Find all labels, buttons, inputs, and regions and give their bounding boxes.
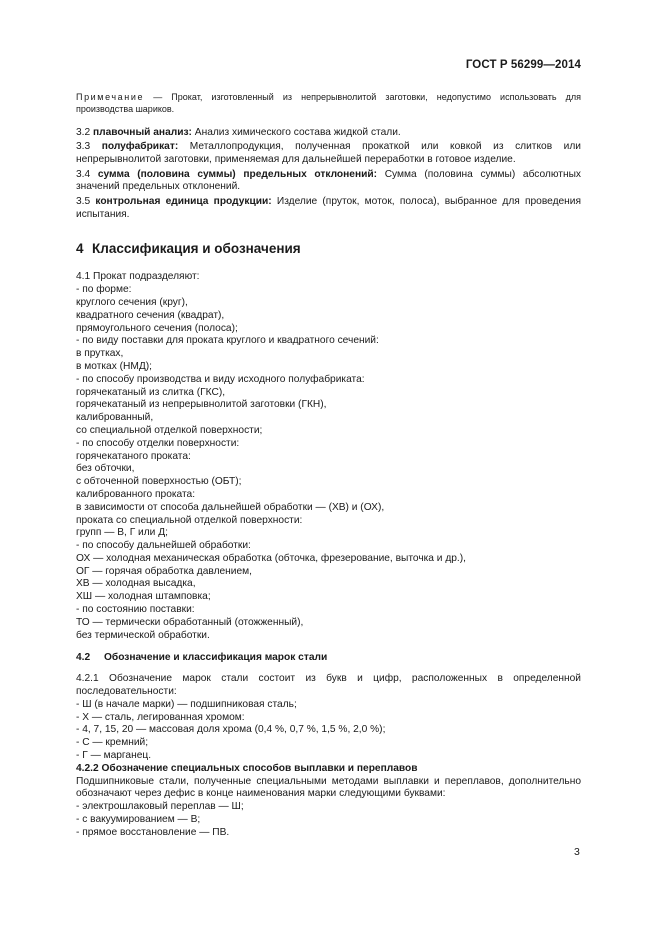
clause-4-2-2-item: - прямое восстановление — ПВ. <box>76 826 230 838</box>
clause-4-2-1-list <box>76 699 581 763</box>
clause-4-1-line: ХВ — холодная высадка, <box>76 578 196 590</box>
definition-number: 3.4 <box>76 168 98 180</box>
section-4-title: Классификация и обозначения <box>92 241 301 257</box>
definitions-list <box>76 127 581 221</box>
clause-4-1-line: с обточенной поверхностью (ОБТ); <box>76 476 242 488</box>
document-body <box>76 92 581 840</box>
clause-4-1-line: ОХ — холодная механическая обработка (обточка, фрезерование, выточка и др.), <box>76 552 466 564</box>
note-paragraph <box>76 92 581 115</box>
clause-4-1-line: со специальной отделкой поверхности; <box>76 424 263 436</box>
definition-3-2 <box>76 127 581 140</box>
clause-4-1-intro: 4.1 Прокат подразделяют: <box>76 271 200 283</box>
clause-4-1-line: ТО — термически обработанный (отожженный), <box>76 616 304 628</box>
clause-4-1-line: ОГ — горячая обработка давлением, <box>76 565 253 577</box>
clause-4-1-line: горячекатаного проката: <box>76 450 191 462</box>
clause-4-1-line: калиброванного проката: <box>76 488 196 500</box>
clause-4-2-1-item: - С — кремний; <box>76 737 149 749</box>
clause-4-1 <box>76 271 581 642</box>
clause-4-1-line: прямоугольного сечения (полоса); <box>76 322 238 334</box>
definition-term: полуфабрикат: <box>101 141 179 153</box>
definition-3-3 <box>76 141 581 167</box>
clause-4-2-2-text: Подшипниковые стали, полученные специальными методами выплавки и переплавов, дополнительно обозначают через дефис в конце наименования марки следующими буквами: <box>76 775 581 800</box>
clause-4-2-1-item: - Ш (в начале марки) — подшипниковая сталь; <box>76 698 297 710</box>
document-header: ГОСТ Р 56299—2014 <box>465 59 581 71</box>
definition-text: Изделие (пруток, моток, полоса), выбранное для проведения испытания. <box>76 195 582 220</box>
note-text: — Прокат, изготовленный из непрерывнолитой заготовки, недопустимо использовать для производства шариков. <box>76 92 581 114</box>
clause-4-1-line: - по способу отделки поверхности: <box>76 437 240 449</box>
clause-4-1-line: - по форме: <box>76 284 132 296</box>
clause-4-1-line: без термической обработки. <box>76 629 210 641</box>
note-label: Примечание <box>76 92 145 102</box>
clause-4-2-1-item: - 4, 7, 15, 20 — массовая доля хрома (0,4 %, 0,7 %, 1,5 %, 2,0 %); <box>76 724 386 736</box>
clause-4-1-line: проката со специальной отделкой поверхности: <box>76 514 303 526</box>
clause-4-1-line: круглого сечения (круг), <box>76 296 188 308</box>
clause-4-2-2-list <box>76 801 581 839</box>
clause-4-1-line: горячекатаный из непрерывнолитой заготовки (ГКН), <box>76 399 327 411</box>
clause-4-2-2-item: - электрошлаковый переплав — Ш; <box>76 801 244 813</box>
section-4-number: 4 <box>76 241 84 257</box>
clause-4-2-number: 4.2 <box>76 652 91 664</box>
definition-3-4 <box>76 169 581 195</box>
clause-4-2-2-heading: 4.2.2 Обозначение специальных способов выплавки и переплавов <box>76 762 418 774</box>
definition-text: Сумма (половина суммы) абсолютных значений предельных отклонений. <box>76 168 582 193</box>
clause-4-1-line: - по виду поставки для проката круглого и квадратного сечений: <box>76 335 379 347</box>
clause-4-2-heading <box>76 652 581 665</box>
definition-number: 3.5 <box>76 195 96 207</box>
clause-4-1-line: калиброванный, <box>76 412 154 424</box>
definition-number: 3.3 <box>76 141 102 153</box>
section-4-heading <box>76 241 581 257</box>
clause-4-1-line: без обточки, <box>76 463 135 475</box>
clause-4-1-line: в прутках, <box>76 348 124 360</box>
clause-4-1-line: - по способу дальнейшей обработки: <box>76 540 251 552</box>
clause-4-1-line: - по состоянию поставки: <box>76 604 195 616</box>
definition-term: плавочный анализ: <box>93 127 192 138</box>
clause-4-1-line: квадратного сечения (квадрат), <box>76 309 225 321</box>
clause-4-1-line: в мотках (НМД); <box>76 360 152 372</box>
clause-4-1-line: в зависимости от способа дальнейшей обработки — (ХВ) и (ОХ), <box>76 501 385 513</box>
clause-4-1-line: - по способу производства и виду исходного полуфабриката: <box>76 373 365 385</box>
definition-term: контрольная единица продукции: <box>95 195 272 207</box>
definition-text: Анализ химического состава жидкой стали. <box>191 127 401 138</box>
clause-4-2-1-item: - Г — марганец. <box>76 750 152 762</box>
clause-4-2-1-item: - Х — сталь, легированная хромом: <box>76 711 245 723</box>
page-number: 3 <box>574 846 580 858</box>
clause-4-2-2-item: - с вакуумированием — В; <box>76 814 201 826</box>
definition-3-5 <box>76 196 581 222</box>
clause-4-2-title: Обозначение и классификация марок стали <box>104 652 328 664</box>
clause-4-1-line: групп — В, Г или Д; <box>76 527 168 539</box>
clause-4-2-1-text: 4.2.1 Обозначение марок стали состоит из букв и цифр, расположенных в определенной последовательности: <box>76 673 581 698</box>
definition-text: Металлопродукция, полученная прокаткой или ковкой из слитков или непрерывнолитой заготовки, применяемая для дальнейшей переработки в готовое изделие. <box>76 141 581 166</box>
definition-term: сумма (половина суммы) предельных отклонений: <box>97 168 378 180</box>
definition-number: 3.2 <box>76 127 93 138</box>
clause-4-1-line: ХШ — холодная штамповка; <box>76 591 211 603</box>
clause-4-1-line: горячекатаный из слитка (ГКС), <box>76 386 226 398</box>
